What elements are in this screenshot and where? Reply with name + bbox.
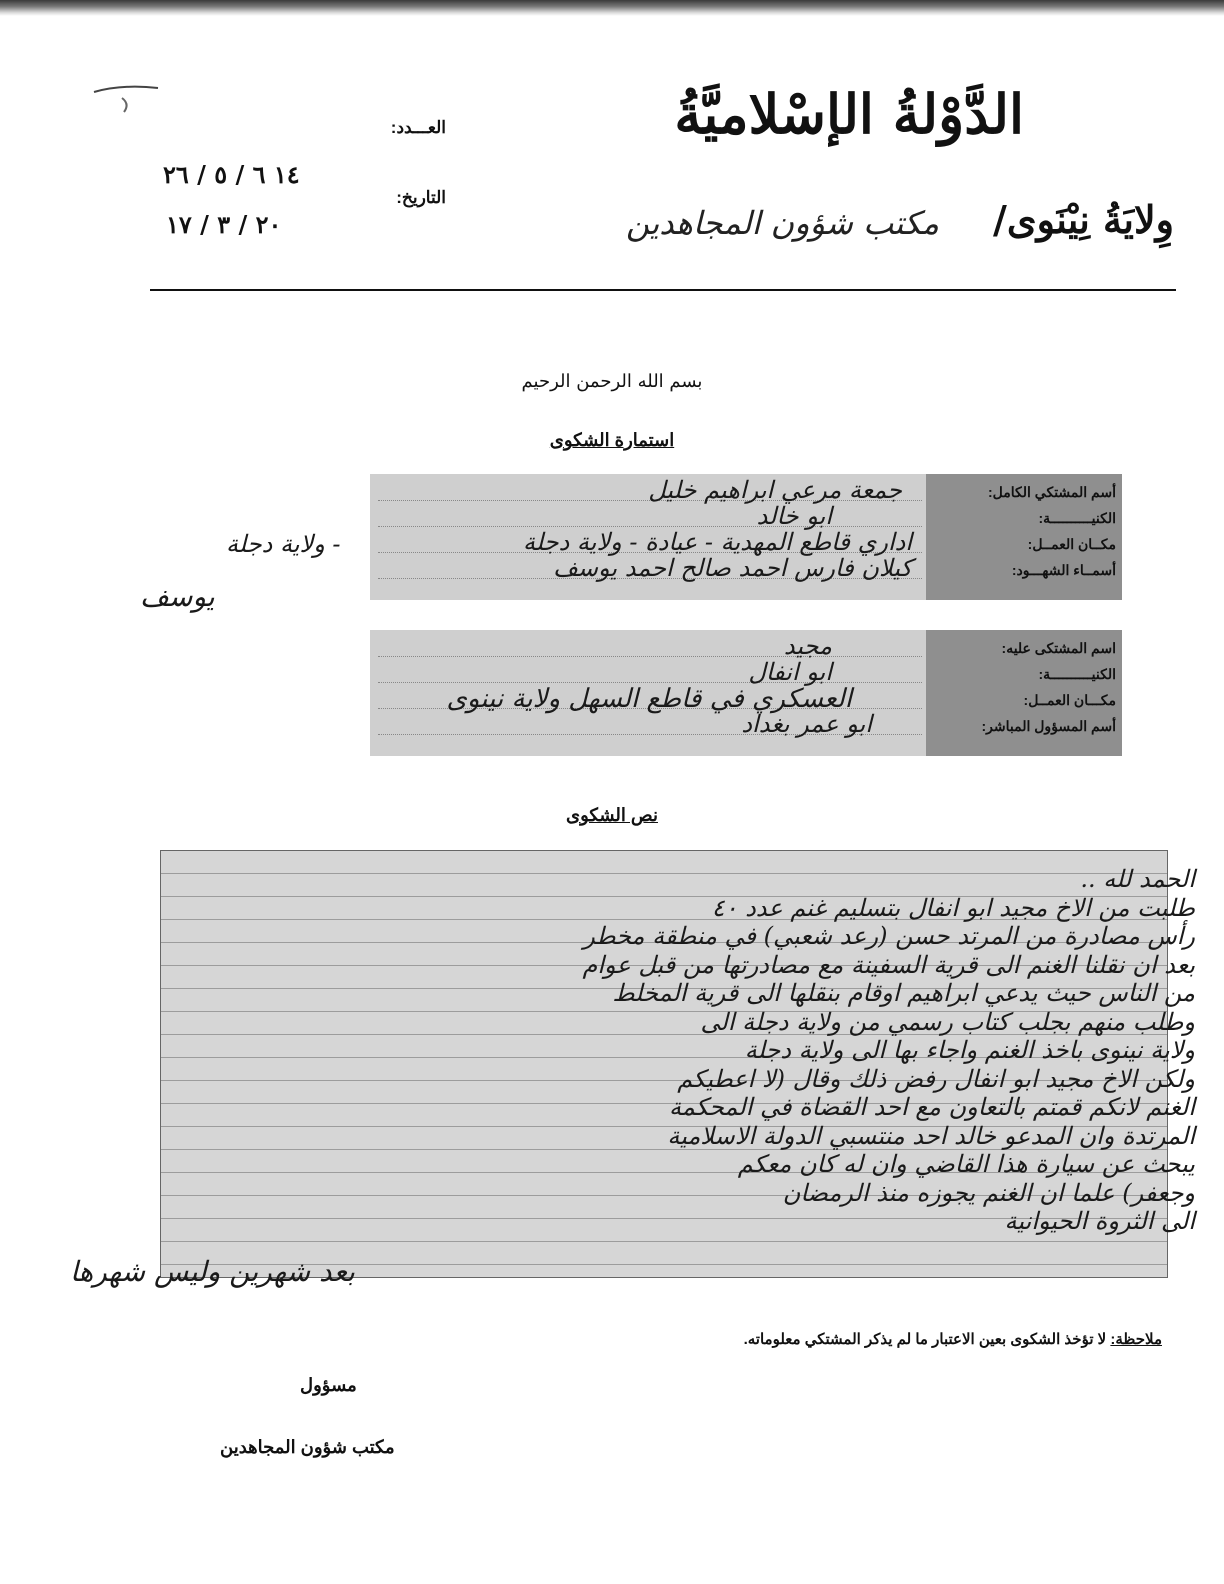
- complaint-line: وطلب منهم بجلب كتاب رسمي من ولاية دجلة الى: [700, 1007, 1195, 1036]
- note-text: لا تؤخذ الشكوى بعين الاعتبار ما لم يذكر المشتكي معلوماته.: [743, 1331, 1111, 1348]
- field-value: ابو انفال: [748, 658, 832, 686]
- complainant-row-nickname: [370, 502, 1122, 530]
- dotted-line: [378, 656, 922, 657]
- complaint-line: الغنم لانكم قمتم بالتعاون مع احد القضاة في المحكمة: [669, 1093, 1195, 1121]
- handwritten-annotation: يوسف: [140, 580, 215, 613]
- complaint-line: الى الثروة الحيوانية: [1004, 1207, 1195, 1235]
- form-title: استمارة الشكوى: [549, 430, 675, 450]
- field-value: جمعة مرعي ابراهيم خليل: [648, 476, 902, 504]
- letterhead: [554, 82, 1174, 272]
- complaint-line: وجعفر) علما ان الغنم يجوزه منذ الرمضان: [782, 1178, 1195, 1207]
- accused-row-name: [370, 632, 1122, 660]
- accused-row-workplace: [370, 684, 1122, 714]
- scan-top-edge: [0, 0, 1224, 16]
- accused-row-nickname: [370, 658, 1122, 686]
- dotted-line: [378, 526, 922, 527]
- field-label: الكنيــــــــــة:: [1038, 666, 1116, 682]
- complaint-text: [105, 865, 1195, 1236]
- field-value: العسكري في قاطع السهل ولاية نينوى: [446, 684, 852, 714]
- signature-office: مكتب شؤون المجاهدين: [220, 1437, 395, 1457]
- handwritten-margin-note: بعد شهرين وليس شهرها: [70, 1255, 355, 1288]
- field-label: أسم المشتكي الكامل:: [988, 484, 1116, 500]
- complainant-section: [370, 474, 1122, 600]
- signature-title: مسؤول: [300, 1375, 357, 1395]
- scan-artifact-mark: [92, 80, 162, 120]
- field-value: ابو عمر بغداد: [741, 710, 872, 738]
- field-label: الكنيــــــــــة:: [1038, 510, 1116, 526]
- complaint-line: بعد ان نقلنا الغنم الى قرية السفينة مع مصادرتها من قبل عوام: [582, 950, 1195, 979]
- complainant-row-name: [370, 476, 1122, 504]
- accused-section: [370, 630, 1122, 756]
- number-label: العـــدد:: [390, 118, 446, 137]
- state-name: الدَّوْلةُ الإسْلاميَّةُ: [674, 82, 1024, 146]
- dotted-line: [378, 682, 922, 683]
- field-value: ابو خالد: [756, 502, 832, 530]
- header-divider: [150, 289, 1176, 291]
- field-label: اسم المشتكى عليه:: [1001, 640, 1116, 656]
- complaint-line: رأس مصادرة من المرتد حسن (رعد شعبي) في منطقة مخطر: [583, 922, 1195, 950]
- basmala: بسم الله الرحمن الرحيم: [521, 371, 703, 392]
- field-label: مكـــان العمــل:: [1023, 692, 1116, 708]
- office-name-handwritten: مكتب شؤون المجاهدين: [625, 204, 939, 242]
- complaint-title: نص الشكوى: [566, 805, 658, 825]
- field-value: مجيد: [783, 632, 832, 660]
- complainant-row-witnesses: [370, 554, 1122, 582]
- field-value: كيلان فارس احمد صالح احمد يوسف: [553, 554, 912, 582]
- gregorian-date: ٢٠ / ٣ / ١٧: [166, 210, 282, 239]
- note-label: ملاحظة:: [1110, 1331, 1162, 1348]
- complaint-line: طلبت من الاخ مجيد ابو انفال بتسليم غنم عدد ٤٠: [711, 893, 1195, 922]
- handwritten-annotation: - ولاية دجلة: [226, 530, 341, 558]
- complaint-line: الحمد لله ..: [1080, 865, 1195, 893]
- field-label: مكــان العمــل:: [1027, 536, 1116, 552]
- complaint-line: من الناس حيث يدعي ابراهيم اوقام بنقلها الى قرية المخلط: [612, 979, 1195, 1007]
- footer-note: [744, 1330, 1162, 1348]
- field-label: أسم المسؤول المباشر:: [981, 718, 1116, 734]
- complaint-line: يبحث عن سيارة هذا القاضي وان له كان معكم: [737, 1150, 1195, 1178]
- province-name: وِلايَةُ نِيْنَوى/: [993, 197, 1174, 242]
- date-label: التاريخ:: [396, 188, 446, 207]
- complainant-row-workplace: [370, 528, 1122, 556]
- hijri-date: ١٤ ٦ / ٥ / ٢٦: [163, 160, 300, 189]
- complaint-line: ولاية نينوى باخذ الغنم واجاء بها الى ولاية دجلة: [744, 1036, 1195, 1064]
- accused-row-supervisor: [370, 710, 1122, 738]
- field-label: أسمــاء الشهـــود:: [1011, 562, 1116, 578]
- complaint-line: المرتدة وان المدعو خالد احد منتسبي الدولة الاسلامية: [667, 1121, 1195, 1150]
- field-value: اداري قاطع المهدية - عيادة - ولاية دجلة: [522, 528, 912, 556]
- complaint-line: ولكن الاخ مجيد ابو انفال رفض ذلك وقال (لا اعطيكم: [677, 1064, 1195, 1093]
